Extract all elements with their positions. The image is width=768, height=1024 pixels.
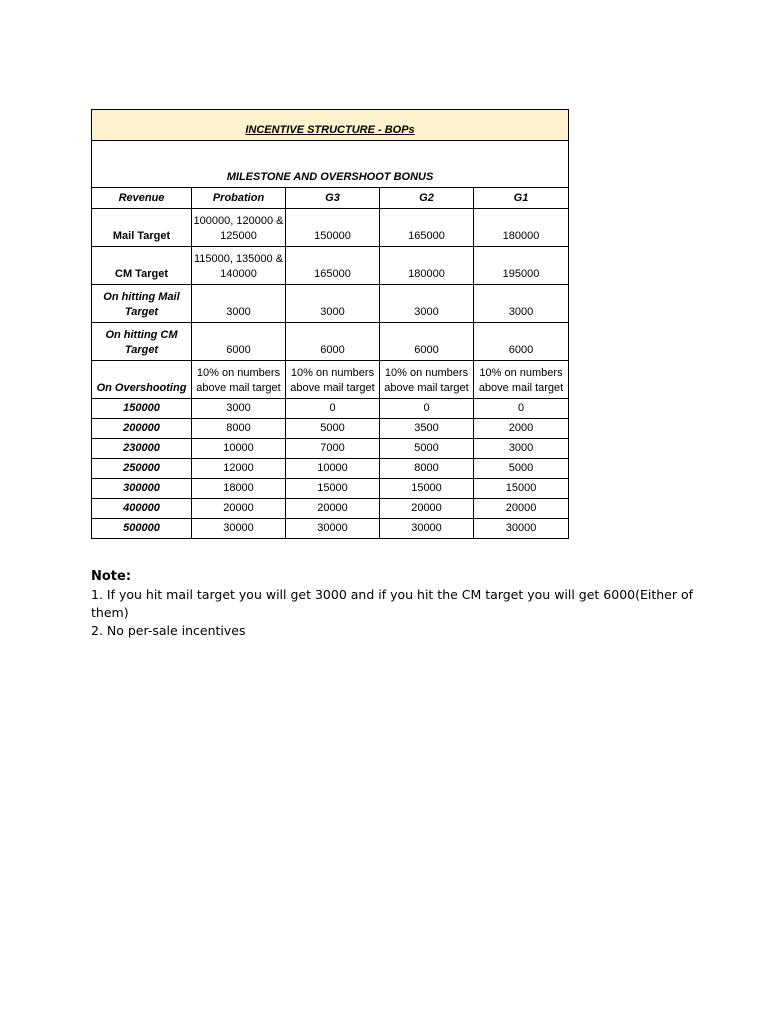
table-cell: 30000 xyxy=(380,519,474,539)
table-cell: 5000 xyxy=(380,439,474,459)
table-row xyxy=(92,247,569,285)
table-row xyxy=(92,479,569,499)
row-label: On hitting Mail Target xyxy=(92,285,192,323)
revenue-rows xyxy=(92,399,569,539)
header-g3: G3 xyxy=(286,188,380,209)
table-row xyxy=(92,439,569,459)
row-label: 230000 xyxy=(92,439,192,459)
row-label: On Overshooting xyxy=(92,361,192,399)
table-cell: 20000 xyxy=(474,499,569,519)
notes-title: Note: xyxy=(91,569,132,584)
table-cell: 3000 xyxy=(474,285,569,323)
row-label: 250000 xyxy=(92,459,192,479)
table-cell: 15000 xyxy=(286,479,380,499)
table-cell: 195000 xyxy=(474,247,569,285)
table-row xyxy=(92,399,569,419)
table-cell: 7000 xyxy=(286,439,380,459)
table-cell: 0 xyxy=(474,399,569,419)
table-cell: 18000 xyxy=(192,479,286,499)
row-label: 200000 xyxy=(92,419,192,439)
table-cell: 3000 xyxy=(380,285,474,323)
table-cell: 0 xyxy=(380,399,474,419)
row-label: 300000 xyxy=(92,479,192,499)
table-cell: 6000 xyxy=(192,323,286,361)
table-cell: 12000 xyxy=(192,459,286,479)
table-row xyxy=(92,419,569,439)
table-cell: 10% on numbers above mail target xyxy=(192,361,286,399)
table-cell: 10% on numbers above mail target xyxy=(380,361,474,399)
table-cell: 30000 xyxy=(192,519,286,539)
note-item: 2. No per-sale incentives xyxy=(91,623,246,638)
header-g2: G2 xyxy=(380,188,474,209)
table-cell: 20000 xyxy=(380,499,474,519)
table-cell: 5000 xyxy=(286,419,380,439)
table-cell: 20000 xyxy=(286,499,380,519)
table-row xyxy=(92,519,569,539)
table-cell: 180000 xyxy=(474,209,569,247)
table-cell: 30000 xyxy=(286,519,380,539)
table-cell: 30000 xyxy=(474,519,569,539)
table-cell: 10% on numbers above mail target xyxy=(474,361,569,399)
row-label: 150000 xyxy=(92,399,192,419)
table-title: INCENTIVE STRUCTURE - BOPs xyxy=(92,110,569,141)
header-row xyxy=(92,188,569,209)
table-cell: 3000 xyxy=(286,285,380,323)
table-cell: 6000 xyxy=(474,323,569,361)
table-cell: 10% on numbers above mail target xyxy=(286,361,380,399)
table-cell: 3000 xyxy=(474,439,569,459)
table-cell: 10000 xyxy=(192,439,286,459)
row-label: CM Target xyxy=(92,247,192,285)
table-cell: 165000 xyxy=(286,247,380,285)
note-item: 1. If you hit mail target you will get 3000 and if you hit the CM target you will get 6000(Either of them) xyxy=(91,587,694,620)
table-cell: 115000, 135000 & 140000 xyxy=(192,247,286,285)
table-cell: 15000 xyxy=(474,479,569,499)
header-probation: Probation xyxy=(192,188,286,209)
table-cell: 6000 xyxy=(380,323,474,361)
table-cell: 0 xyxy=(286,399,380,419)
table-cell: 3000 xyxy=(192,399,286,419)
row-label: On hitting CM Target xyxy=(92,323,192,361)
table-cell: 20000 xyxy=(192,499,286,519)
incentive-table xyxy=(91,109,569,539)
table-cell: 5000 xyxy=(474,459,569,479)
row-label: 500000 xyxy=(92,519,192,539)
table-subtitle: MILESTONE AND OVERSHOOT BONUS xyxy=(92,141,569,188)
table-cell: 15000 xyxy=(380,479,474,499)
table-cell: 3500 xyxy=(380,419,474,439)
table-row xyxy=(92,285,569,323)
row-label: 400000 xyxy=(92,499,192,519)
table-row xyxy=(92,209,569,247)
table-cell: 8000 xyxy=(380,459,474,479)
row-label: Mail Target xyxy=(92,209,192,247)
table-cell: 8000 xyxy=(192,419,286,439)
table-cell: 10000 xyxy=(286,459,380,479)
table-row xyxy=(92,361,569,399)
table-row xyxy=(92,459,569,479)
table-cell: 3000 xyxy=(192,285,286,323)
table-cell: 6000 xyxy=(286,323,380,361)
header-revenue: Revenue xyxy=(92,188,192,209)
header-g1: G1 xyxy=(474,188,569,209)
notes-section xyxy=(91,568,721,640)
table-cell: 165000 xyxy=(380,209,474,247)
table-cell: 2000 xyxy=(474,419,569,439)
table-cell: 180000 xyxy=(380,247,474,285)
table-cell: 150000 xyxy=(286,209,380,247)
table-cell: 100000, 120000 & 125000 xyxy=(192,209,286,247)
table-row xyxy=(92,499,569,519)
table-row xyxy=(92,323,569,361)
